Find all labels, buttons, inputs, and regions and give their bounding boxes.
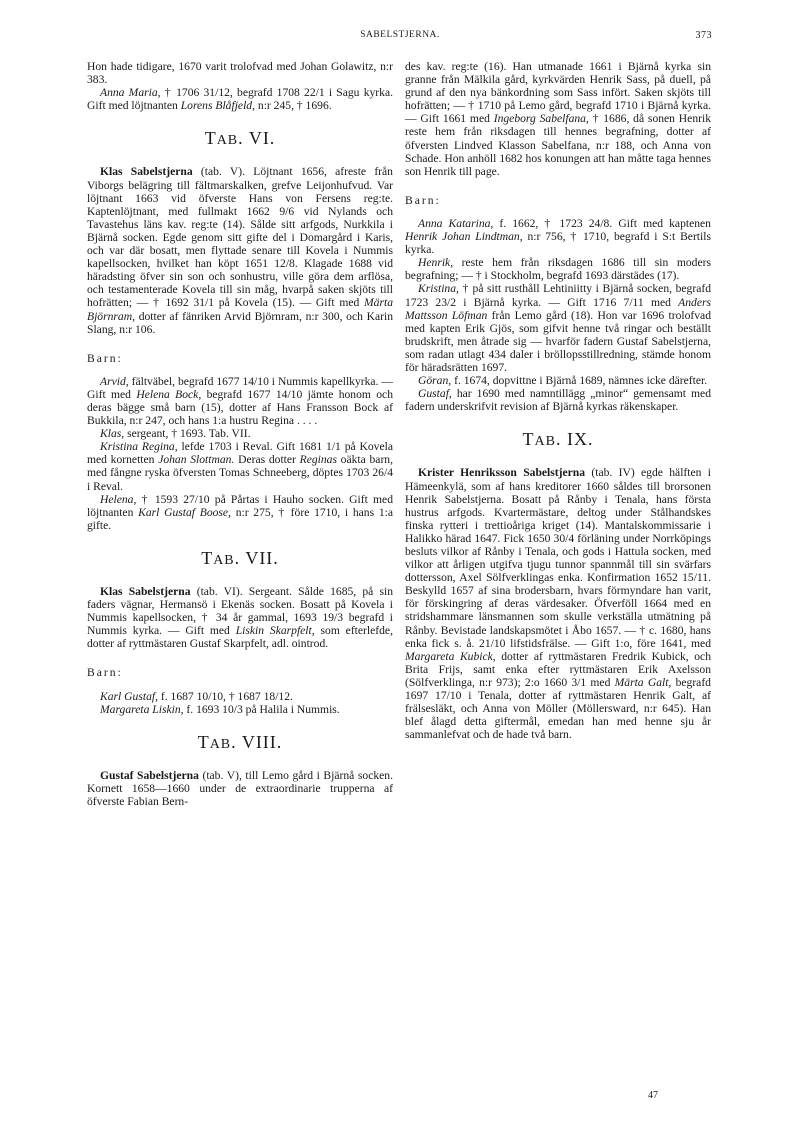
children-label: Barn: — [87, 351, 123, 365]
entry-kristina: Kristina, † på sitt rusthåll Lehtiniitty i Bjärnå socken, begrafd 1723 23/2 i Bjärnå kyrka. — Gift 1716 7/11 med Anders Mattsson Löfman från Lemo gård (18). Hon var 1696 trolofvad med kapten Erik Gjös, som gifvit henne två ringar och beställt brudskrift, men åtrade sig — hvarför fadern Gustaf Sabelstjerna, som radan utlagt 434 daler i bröllopsstillredning, stämde honom för häradsrätten 1697. — [405, 282, 711, 374]
entry-henrik: Henrik, reste hem från riksdagen 1686 till sin moders begrafning; — † i Stockholm, begrafd 1693 därstädes (17). — [405, 256, 711, 283]
section-heading-tab-ix: TAB. IX. — [522, 429, 594, 450]
entry-arvid: Arvid, fältväbel, begrafd 1677 14/10 i Nummis kapellkyrka. — Gift med Helena Bock, begrafd 1677 14/10 jämte honom och deras bägge små barn (15), dotter af Hans Fransson Bock af Bukkila, n:r 247, och hans 1:a hustru Regina . . . . — [87, 374, 393, 428]
entry-anna-katarina: Anna Katarina, f. 1662, † 1723 24/8. Gift med kaptenen Henrik Johan Lindtman, n:r 756, † 1710, begrafd i S:t Bertils kyrka. — [405, 216, 711, 257]
entry-klas-son: Klas, sergeant, † 1693. Tab. VII. — [100, 427, 251, 441]
entry-goran: Göran, f. 1674, dopvittne i Bjärnå 1689, nämnes icke därefter. — [418, 374, 708, 388]
entry-kristina-regina: Kristina Regina, lefde 1703 i Reval. Gift 1681 1/1 på Kovela med kornetten Johan Slottman. Deras dotter Reginas oäkta barn, med fångne ryska öfversten Tomas Schneeberg, döptes 1703 26/4 i Reval. — [87, 440, 394, 493]
entry-margareta-liskin: Margareta Liskin, f. 1693 10/3 på Halila i Nummis. — [100, 702, 340, 716]
entry-helena: Helena, † 1593 27/10 på Pårtas i Hauho socken. Gift med löjtnanten Karl Gustaf Boose, n:r 275, † före 1710, i hans 1:a gifte. — [87, 492, 393, 532]
entry-klas-tab-vii: Klas Sabelstjerna (tab. VI). Sergeant. Sålde 1685, på sin faders vägnar, Hermansö i Ekenäs socken. Bosatt på Kovela i Nummis kapellsocken, † 34 år gammal, 1693 19/3 begrafd i Nummis kyrka. — Gift med Liskin Skarpfelt, som efterlefde, dotter af ryttmästaren Gustaf Skarpfelt, adl. ointrod. — [87, 585, 393, 651]
left-column — [87, 60, 393, 808]
running-title: SABELSTJERNA. — [360, 30, 440, 40]
paragraph-golawitz: Hon hade tidigare, 1670 varit trolofvad med Johan Golawitz, n:r 383. — [87, 60, 393, 87]
right-column — [405, 60, 711, 741]
signature-mark: 47 — [648, 1090, 658, 1101]
entry-gustaf-tab-viii: Gustaf Sabelstjerna (tab. V), till Lemo gård i Bjärnå socken. Kornett 1658—1660 under de extraordinarie trupperna af öfverste Fabian Bern- — [87, 768, 393, 809]
entry-gustaf-son: Gustaf, har 1690 med namntillägg „minor“ gemensamt med fadern underskrifvit revision af Bjärnå kyrkas räkenskaper. — [405, 387, 711, 414]
entry-krister-tab-ix: Krister Henriksson Sabelstjerna (tab. IV) egde hälften i Hämeenkylä, som af hans kreditorer 1660 såldes till brorsonen Henrik Sabelstjerna. Bosatt på Rånby i Tenala, hans första hustrus arfgods. Kvartermästare, deltog under Stålhandskes finska rytteri i trettioåriga kriget (14). Mantalskommissarie i Halikko härad 1647. Fick 1650 30/4 förläning under Norrköpings besluts vilkor af Rånby i Tenala, och gods i Hattula socken, med vilkor att årligen utgifva tjugu tunnor spannmål till sin svärfars dottersson, Axel Sölfverklingas enka. Konfirmation 1652 15/11. Beskylld 1657 af sina brodersbarn, hvars förmyndare han varit, för förskingring af deras värdesaker. Öfverföll 1664 med en stridshammare länsmannen som skulle verkställa utmätning på Rånby. Bevistade landskapsmötet i Åbo 1657. — † c. 1680, hans enka fick s. å. 21/10 lifstidsfrälse. — Gift 1:o, före 1641, med Margareta Kubick, dotter af ryttmästaren Fredrik Kubick, och Brita Frijs, samt enka efter ryttmästaren Erik Axelsson (Sölfverklinga, n:r 973); 2:o 1660 3/1 med Märta Galt, begrafd 1697 17/10 i Tenala, dotter af ryttmästaren Henrik Galt, af frälsesläkt, och Anna von Möller (Möllersward, n:r 645). Han blef ålagd detta giftermål, emedan han med henne sju år sammanlefvat och de hade två barn. — [405, 466, 711, 742]
children-label: Barn: — [405, 193, 441, 207]
entry-karl-gustaf: Karl Gustaf, f. 1687 10/10, † 1687 18/12. — [100, 689, 293, 703]
page-number: 373 — [695, 30, 712, 41]
entry-anna-maria: Anna Maria, † 1706 31/12, begrafd 1708 22/1 i Sagu kyrka. Gift med löjtnanten Lorens Blåfjeld, n:r 245, † 1696. — [87, 86, 393, 113]
section-heading-tab-vi: TAB. VI. — [204, 128, 276, 149]
running-head — [88, 30, 712, 46]
section-heading-tab-viii: TAB. VIII. — [197, 731, 283, 752]
children-label: Barn: — [87, 666, 123, 680]
section-heading-tab-vii: TAB. VII. — [201, 547, 279, 568]
entry-klas-tab-vi: Klas Sabelstjerna (tab. V). Löjtnant 1656, afreste från Viborgs belägring till fältmarskalken, grefve Leijonhufvud. Var löjtnant 1663 vid öfverste Hans von Fersens reg:te. Kaptenlöjtnant, med fullmakt 1662 9/6 vid Nylands och Tavastehus läns kav. reg:te (14). Sålde sitt arfgods, Nurkkila i Bjärnå socken. Egde genom sitt gifte del i Domargård i Karis, och var där bosatt, men flyttade senare till Kovela i Nummis kapellsocken, hvilket han köpt 1651 12/8. Klagade 1688 vid häradsting öfver sin son och sonhustru, ville göra dem arflösa, och testamenterade Kovela till sin måg, hvarpå saken skjöts till hofrätten; — † 1692 31/1 på Kovela (15). — Gift med Märta Björnram, dotter af fänriken Arvid Björnram, n:r 300, och Karin Slang, n:r 106. — [87, 165, 393, 336]
entry-gustaf-continued: des kav. reg:te (16). Han utmanade 1661 i Bjärnå kyrka sin granne från Mälkila gård, kyrkvärden Henrik Sass, på duell, på grund af den nya bänkordning som Sass infört. Saken skjöts till hofrätten; — † 1710 på Lemo gård, begrafd 1710 i Bjärnå kyrka. — Gift 1661 med Ingeborg Sabelfana, † 1686, då sonen Henrik reste hem från riksdagen till hennes begrafning, dotter af öfversten Lindved Klasson Sabelfana, n:r 188, och Anna von Schade. Hon anhöll 1682 hos konungen att han måtte taga hennes son Henrik till page. — [405, 60, 711, 178]
